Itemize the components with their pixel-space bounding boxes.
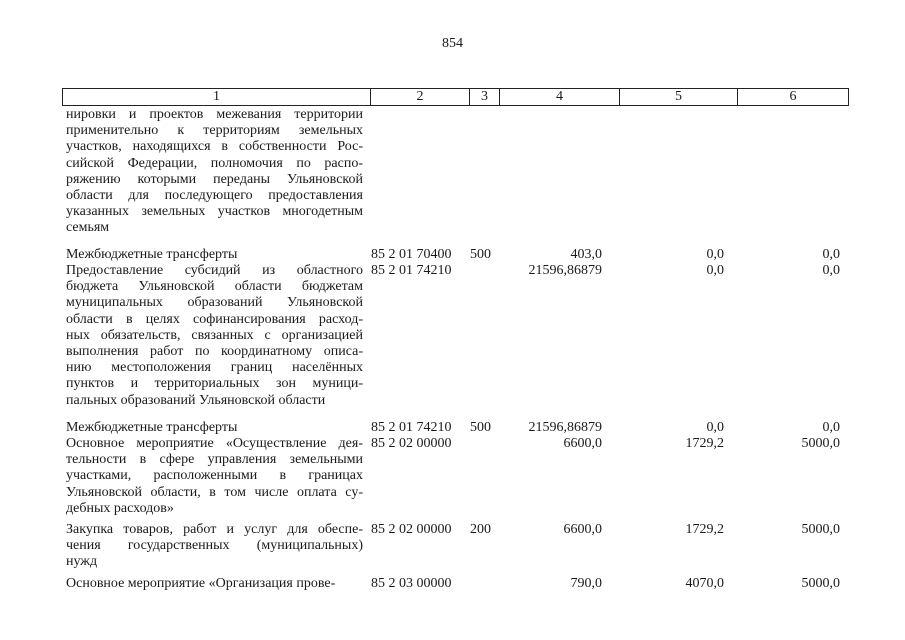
row-description — [66, 263, 363, 409]
description-line: пальных образований Ульяновской области — [66, 392, 326, 408]
header-col-5: 5 — [620, 89, 738, 105]
description-line: участками, расположенными в границах — [66, 468, 363, 484]
description-line: бюджета Ульяновской области бюджетам — [66, 279, 363, 295]
description-line: Закупка товаров, работ и услуг для обеспе- — [66, 522, 363, 537]
header-col-3: 3 — [470, 89, 500, 105]
description-line: указанных земельных участков многодетным — [66, 204, 363, 220]
row-code: 85 2 02 00000 — [371, 522, 452, 537]
description-line: тельности в сфере управления земельными — [66, 452, 363, 468]
row-value-col4: 21596,86879 — [528, 263, 602, 278]
description-line: сийской Федерации, полномочия по распо- — [66, 155, 363, 171]
row-value-col6: 5000,0 — [801, 522, 840, 537]
description-line: применительно к территориям земельных — [66, 123, 363, 139]
description-line: области в целях софинансирования расход- — [66, 311, 363, 327]
row-value-col5: 0,0 — [706, 247, 724, 262]
row-description — [66, 522, 363, 571]
row-description — [66, 420, 363, 436]
description-line: дебных расходов» — [66, 500, 174, 516]
description-line: нировки и проектов межевания территории — [66, 107, 363, 122]
description-line: Ульяновской области, в том числе оплата су- — [66, 484, 363, 500]
row-value-col6: 0,0 — [822, 247, 840, 262]
description-line: Предоставление субсидий из областного — [66, 263, 363, 278]
row-description — [66, 107, 363, 237]
row-value-col4: 790,0 — [570, 576, 602, 591]
row-code: 85 2 01 74210 — [371, 420, 452, 435]
row-value-col4: 6600,0 — [563, 436, 602, 451]
row-value-col6: 5000,0 — [801, 436, 840, 451]
header-col-4: 4 — [500, 89, 620, 105]
description-line: нужд — [66, 554, 98, 570]
row-value-col4: 6600,0 — [563, 522, 602, 537]
description-line: ных обязательств, связанных с организацией — [66, 327, 363, 343]
row-description — [66, 436, 363, 517]
table-header — [62, 88, 849, 106]
row-expense-type: 500 — [470, 420, 491, 435]
row-value-col5: 0,0 — [706, 263, 724, 278]
page-number: 854 — [442, 36, 463, 51]
description-line: семьям — [66, 220, 110, 236]
description-line: пунктов и территориальных зон муници- — [66, 376, 363, 392]
description-line: участков, находящихся в собственности Рос- — [66, 139, 363, 155]
row-code: 85 2 02 00000 — [371, 436, 452, 451]
row-value-col6: 5000,0 — [801, 576, 840, 591]
row-code: 85 2 01 70400 — [371, 247, 452, 262]
description-line: области для последующего предоставления — [66, 187, 363, 203]
description-line: Межбюджетные трансферты — [66, 420, 238, 435]
row-value-col5: 1729,2 — [685, 522, 724, 537]
row-value-col6: 0,0 — [822, 420, 840, 435]
description-line: выполнения работ по координатному описа- — [66, 343, 363, 359]
description-line: Основное мероприятие «Осуществление дея- — [66, 436, 363, 451]
description-line: Межбюджетные трансферты — [66, 247, 238, 262]
row-code: 85 2 01 74210 — [371, 263, 452, 278]
row-code: 85 2 03 00000 — [371, 576, 452, 591]
row-expense-type: 200 — [470, 522, 491, 537]
row-value-col5: 1729,2 — [685, 436, 724, 451]
row-description — [66, 576, 363, 592]
header-col-6: 6 — [789, 89, 797, 104]
header-col-1: 1 — [63, 89, 371, 105]
description-line: Основное мероприятие «Организация прове- — [66, 576, 336, 591]
row-description — [66, 247, 363, 263]
description-line: муниципальных образований Ульяновской — [66, 295, 363, 311]
description-line: нию местоположения границ населённых — [66, 360, 363, 376]
row-value-col4: 21596,86879 — [528, 420, 602, 435]
description-line: чения государственных (муниципальных) — [66, 538, 363, 554]
description-line: ряжению которыми переданы Ульяновской — [66, 171, 363, 187]
row-value-col6: 0,0 — [822, 263, 840, 278]
row-value-col5: 4070,0 — [685, 576, 724, 591]
row-value-col5: 0,0 — [706, 420, 724, 435]
row-value-col4: 403,0 — [570, 247, 602, 262]
header-col-2: 2 — [371, 89, 470, 105]
row-expense-type: 500 — [470, 247, 491, 262]
